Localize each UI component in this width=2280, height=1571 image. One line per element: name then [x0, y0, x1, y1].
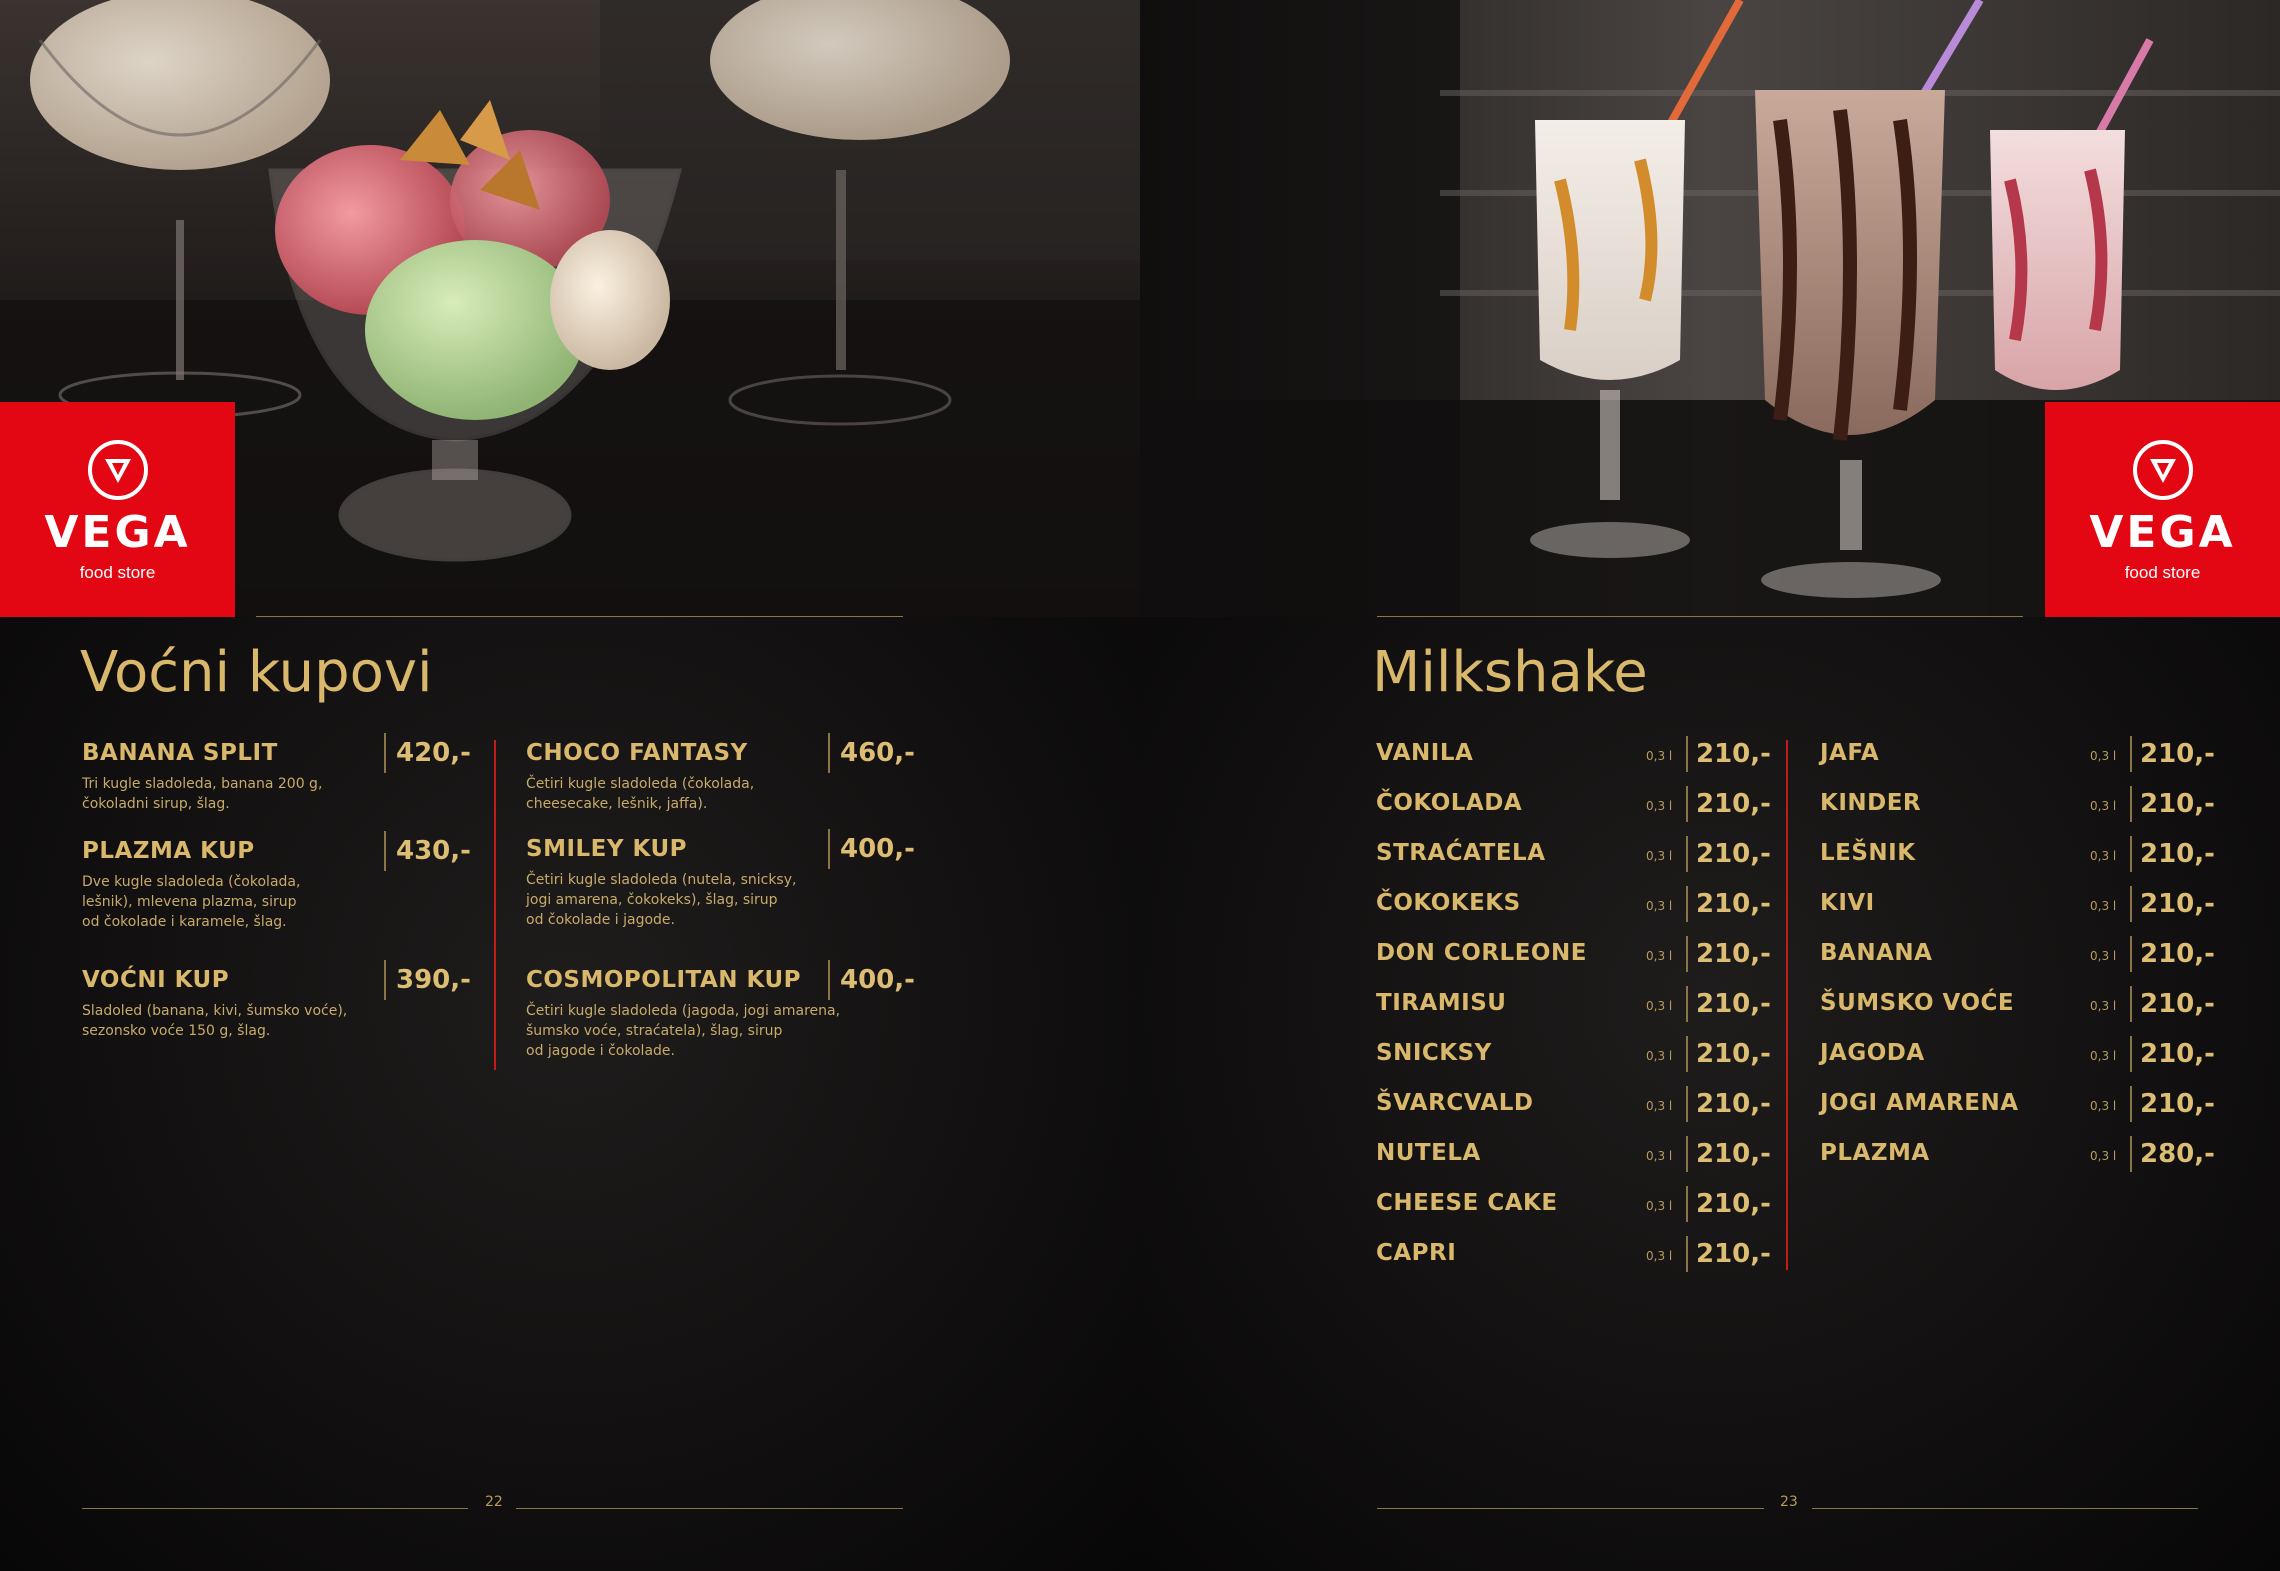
item-price: 390,-: [384, 960, 471, 1000]
milkshake-row: [1376, 1186, 1776, 1222]
vega-logo-icon: [2130, 437, 2196, 503]
milkshake-row: [1820, 986, 2220, 1022]
milkshake-name: DON CORLEONE: [1376, 940, 1587, 966]
section-title: Milkshake: [1372, 640, 1648, 705]
menu-item: [82, 967, 382, 1041]
milkshake-name: ŠVARCVALD: [1376, 1090, 1534, 1116]
milkshake-price: 210,-: [2130, 736, 2215, 772]
milkshake-price: 210,-: [1686, 1036, 1771, 1072]
item-name: CHOCO FANTASY: [526, 740, 748, 766]
milkshake-name: ČOKOLADA: [1376, 790, 1523, 816]
milkshake-price: 210,-: [1686, 736, 1771, 772]
item-name: SMILEY KUP: [526, 836, 687, 862]
milkshake-row: [1820, 1136, 2220, 1172]
item-price: 400,-: [828, 829, 915, 869]
milkshake-volume: 0,3 l: [1646, 999, 1673, 1013]
milkshake-volume: 0,3 l: [2090, 1149, 2117, 1163]
milkshake-volume: 0,3 l: [1646, 799, 1673, 813]
milkshake-row: [1376, 786, 1776, 822]
milkshake-row: [1820, 786, 2220, 822]
milkshake-volume: 0,3 l: [1646, 1149, 1673, 1163]
milkshake-row: [1820, 836, 2220, 872]
brand-tagline: food store: [79, 562, 156, 582]
footer-rule-left: [82, 1508, 468, 1509]
item-price: 430,-: [384, 831, 471, 871]
milkshake-price: 210,-: [2130, 886, 2215, 922]
milkshake-name: ŠUMSKO VOĆE: [1820, 990, 2015, 1016]
milkshake-row: [1820, 936, 2220, 972]
milkshake-price: 210,-: [2130, 1036, 2215, 1072]
right-page: [1140, 0, 2280, 1571]
item-name: VOĆNI KUP: [82, 967, 230, 993]
brand-name: VEGA: [2089, 506, 2236, 558]
milkshake-volume: 0,3 l: [2090, 799, 2117, 813]
milkshake-price: 210,-: [1686, 1136, 1771, 1172]
brand-name: VEGA: [44, 506, 191, 558]
milkshake-row: [1376, 1036, 1776, 1072]
milkshake-volume: 0,3 l: [2090, 1099, 2117, 1113]
milkshake-price: 210,-: [2130, 936, 2215, 972]
milkshake-price: 210,-: [1686, 886, 1771, 922]
footer-rule-right: [1812, 1508, 2198, 1509]
milkshake-row: [1376, 886, 1776, 922]
item-name: COSMOPOLITAN KUP: [526, 967, 801, 993]
menu-item: [526, 836, 826, 930]
item-description: Četiri kugle sladoleda (nutela, snicksy, jogi amarena, čokokeks), šlag, sirup od čokolade i jagode.: [526, 872, 797, 928]
milkshake-volume: 0,3 l: [1646, 1199, 1673, 1213]
footer-rule-right: [516, 1508, 903, 1509]
milkshake-volume: 0,3 l: [1646, 1249, 1673, 1263]
item-name: PLAZMA KUP: [82, 838, 255, 864]
milkshake-name: CAPRI: [1376, 1240, 1457, 1266]
vega-logo: [0, 402, 235, 617]
column-divider: [1786, 740, 1788, 1270]
item-price: 460,-: [828, 733, 915, 773]
menu-item: [526, 740, 826, 814]
milkshake-row: [1376, 836, 1776, 872]
vega-logo: [2045, 402, 2280, 617]
milkshake-price: 210,-: [1686, 936, 1771, 972]
milkshake-price: 210,-: [1686, 836, 1771, 872]
milkshake-volume: 0,3 l: [1646, 949, 1673, 963]
milkshake-volume: 0,3 l: [2090, 1049, 2117, 1063]
milkshake-name: SNICKSY: [1376, 1040, 1492, 1066]
milkshake-name: ČOKOKEKS: [1376, 890, 1521, 916]
milkshake-volume: 0,3 l: [1646, 749, 1673, 763]
page-number: 22: [485, 1494, 503, 1510]
milkshake-name: KIVI: [1820, 890, 1875, 916]
item-name: BANANA SPLIT: [82, 740, 278, 766]
milkshake-volume: 0,3 l: [1646, 1049, 1673, 1063]
brand-tagline: food store: [2124, 562, 2201, 582]
milkshake-price: 210,-: [2130, 786, 2215, 822]
milkshake-row: [1376, 936, 1776, 972]
milkshake-row: [1376, 1086, 1776, 1122]
milkshake-row: [1820, 736, 2220, 772]
milkshake-name: LEŠNIK: [1820, 840, 1916, 866]
milkshake-name: CHEESE CAKE: [1376, 1190, 1558, 1216]
milkshake-price: 210,-: [2130, 836, 2215, 872]
menu-item: [526, 967, 846, 1061]
item-description: Dve kugle sladoleda (čokolada, lešnik), mlevena plazma, sirup od čokolade i karamele, šlag.: [82, 874, 301, 930]
milkshake-row: [1376, 736, 1776, 772]
footer-rule-left: [1377, 1508, 1764, 1509]
milkshake-name: PLAZMA: [1820, 1140, 1930, 1166]
menu-item: [82, 740, 382, 814]
milkshake-name: VANILA: [1376, 740, 1474, 766]
milkshake-name: TIRAMISU: [1376, 990, 1507, 1016]
milkshake-price: 210,-: [1686, 1186, 1771, 1222]
milkshake-name: BANANA: [1820, 940, 1933, 966]
milkshake-row: [1820, 1086, 2220, 1122]
menu-item: [82, 838, 382, 932]
milkshake-name: KINDER: [1820, 790, 1922, 816]
milkshake-name: JAFA: [1820, 740, 1880, 766]
milkshake-row: [1820, 1036, 2220, 1072]
milkshake-row: [1376, 986, 1776, 1022]
milkshake-price: 210,-: [1686, 786, 1771, 822]
item-description: Četiri kugle sladoleda (čokolada, cheesecake, lešnik, jaffa).: [526, 776, 755, 812]
item-description: Tri kugle sladoleda, banana 200 g, čokoladni sirup, šlag.: [82, 776, 323, 812]
section-title: Voćni kupovi: [80, 640, 433, 705]
milkshake-row: [1376, 1136, 1776, 1172]
milkshake-price: 210,-: [1686, 1086, 1771, 1122]
milkshake-name: JAGODA: [1820, 1040, 1925, 1066]
header-rule: [1377, 616, 2023, 617]
column-divider: [494, 740, 496, 1070]
header-rule: [256, 616, 903, 617]
milkshake-price: 210,-: [2130, 1086, 2215, 1122]
milkshake-price: 210,-: [1686, 986, 1771, 1022]
milkshake-price: 280,-: [2130, 1136, 2215, 1172]
milkshake-volume: 0,3 l: [2090, 949, 2117, 963]
milkshake-row: [1820, 886, 2220, 922]
item-description: Sladoled (banana, kivi, šumsko voće), sezonsko voće 150 g, šlag.: [82, 1003, 348, 1039]
milkshake-volume: 0,3 l: [2090, 899, 2117, 913]
page-number: 23: [1780, 1494, 1798, 1510]
milkshake-price: 210,-: [2130, 986, 2215, 1022]
item-price: 400,-: [828, 960, 915, 1000]
milkshake-volume: 0,3 l: [1646, 1099, 1673, 1113]
milkshake-name: STRAĆATELA: [1376, 840, 1546, 866]
milkshake-volume: 0,3 l: [1646, 849, 1673, 863]
item-description: Četiri kugle sladoleda (jagoda, jogi amarena, šumsko voće, straćatela), šlag, sirup od jagode i čokolade.: [526, 1003, 841, 1059]
milkshake-volume: 0,3 l: [2090, 749, 2117, 763]
milkshake-name: JOGI AMARENA: [1820, 1090, 2019, 1116]
milkshake-volume: 0,3 l: [2090, 999, 2117, 1013]
milkshake-row: [1376, 1236, 1776, 1272]
milkshake-volume: 0,3 l: [2090, 849, 2117, 863]
vega-logo-icon: [85, 437, 151, 503]
item-price: 420,-: [384, 733, 471, 773]
milkshake-volume: 0,3 l: [1646, 899, 1673, 913]
milkshake-price: 210,-: [1686, 1236, 1771, 1272]
milkshake-name: NUTELA: [1376, 1140, 1481, 1166]
